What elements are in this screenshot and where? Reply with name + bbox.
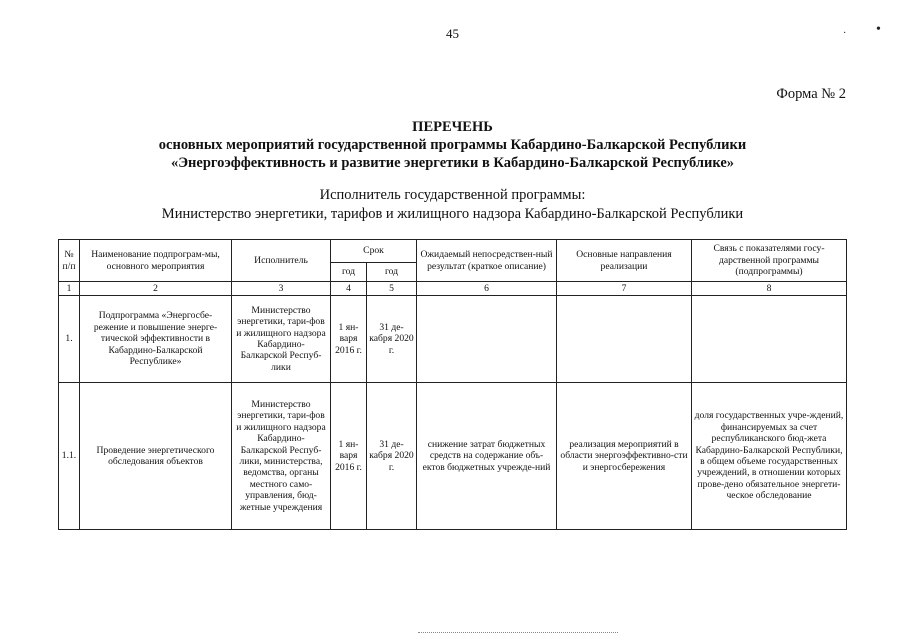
column-number: 7 xyxy=(557,282,692,296)
column-number-row xyxy=(59,282,847,296)
column-number: 5 xyxy=(367,282,417,296)
header-term-end: год xyxy=(367,263,417,282)
form-label: Форма № 2 xyxy=(776,86,846,102)
row-executor: Министерство энергетики, тари-фов и жилищного надзора Кабардино-Балкарской Респуб-лики xyxy=(232,296,331,383)
page-number: 45 xyxy=(446,26,459,41)
row-result: снижение затрат бюджетных средств на содержание объ-ектов бюджетных учрежде-ний xyxy=(417,383,557,530)
executor-block xyxy=(0,186,905,224)
scan-speck-mark: · xyxy=(843,28,847,39)
executor-label: Исполнитель государственной программы: xyxy=(319,187,586,203)
row-directions: реализация мероприятий в области энергоэффективно-сти и энергосбережения xyxy=(557,383,692,530)
header-term: Срок xyxy=(331,240,417,263)
header-executor: Исполнитель xyxy=(232,240,331,282)
row-link: доля государственных учре-ждений, финансируемых за счет республиканского бюд-жета Кабардино-Балкарской Республики, в общем объеме государственных учреждений, в отношении которых прове-дено обязательное энергети-ческое обследование xyxy=(692,383,847,530)
column-number: 8 xyxy=(692,282,847,296)
row-result xyxy=(417,296,557,383)
header-term-start: год xyxy=(331,263,367,282)
title-subheading: основных мероприятий государственной программы Кабардино-Балкарской Республики xyxy=(158,137,747,153)
column-number: 1 xyxy=(59,282,80,296)
column-number: 4 xyxy=(331,282,367,296)
row-name: Подпрограмма «Энергосбе-режение и повышение энерге-тической эффективности в Кабардино-Балкарской Республике» xyxy=(80,296,232,383)
column-number: 3 xyxy=(232,282,331,296)
executor-name: Министерство энергетики, тарифов и жилищного надзора Кабардино-Балкарской Республики xyxy=(161,206,744,222)
scan-smudge xyxy=(418,632,618,636)
header-directions: Основные направления реализации xyxy=(557,240,692,282)
table-row xyxy=(59,383,847,530)
header-name: Наименование подпрограм-мы, основного мероприятия xyxy=(80,240,232,282)
column-number: 6 xyxy=(417,282,557,296)
column-number: 2 xyxy=(80,282,232,296)
row-end: 31 де-кабря 2020 г. xyxy=(367,383,417,530)
row-start: 1 ян-варя 2016 г. xyxy=(331,296,367,383)
row-directions xyxy=(557,296,692,383)
row-start: 1 ян-варя 2016 г. xyxy=(331,383,367,530)
header-link: Связь с показателями госу-дарственной программы (подпрограммы) xyxy=(692,240,847,282)
row-end: 31 де-кабря 2020 г. xyxy=(367,296,417,383)
header-row xyxy=(59,240,847,263)
measures-table xyxy=(58,239,847,530)
row-executor: Министерство энергетики, тари-фов и жилищного надзора Кабардино-Балкарской Респуб-лики, министерства, ведомства, органы местного само-управления, бюд-жетные учреждения xyxy=(232,383,331,530)
table-row xyxy=(59,296,847,383)
row-num: 1.1. xyxy=(59,383,80,530)
header-num: № п/п xyxy=(59,240,80,282)
row-num: 1. xyxy=(59,296,80,383)
program-name: «Энергоэффективность и развитие энергетики в Кабардино-Балкарской Республике» xyxy=(170,155,735,171)
title-heading: ПЕРЕЧЕНЬ xyxy=(412,119,493,135)
row-link xyxy=(692,296,847,383)
scan-speck-mark: • xyxy=(876,22,881,37)
row-name: Проведение энергетического обследования объектов xyxy=(80,383,232,530)
document-title xyxy=(0,118,905,172)
header-result: Ожидаемый непосредствен-ный результат (краткое описание) xyxy=(417,240,557,282)
